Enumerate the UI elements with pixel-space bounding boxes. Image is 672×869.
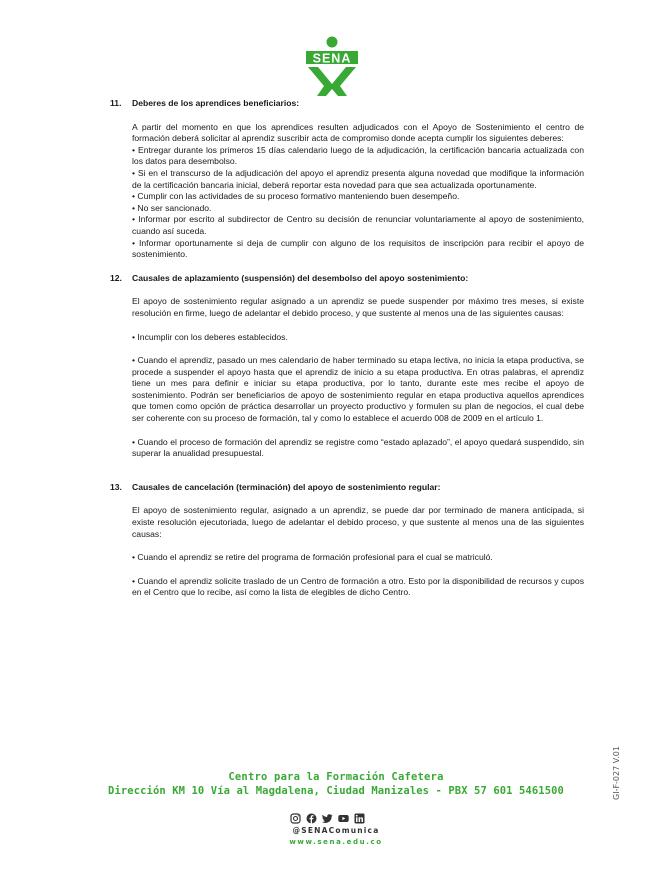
list-item: • Si en el transcurso de la adjudicación del apoyo el aprendiz presenta alguna novedad que modifique la información de la certificación bancaria inicial, deberá reportar esta novedad para que sea actualizada oportunamente. — [132, 167, 584, 190]
list-item: • Cuando el aprendiz solicite traslado de un Centro de formación a otro. Esto por la disponibilidad de recursos y cupos en el Centro que lo recibe, así como la lista de elegibles de dicho Centro. — [132, 575, 584, 598]
list-item: • Cuando el aprendiz, pasado un mes calendario de haber terminado su etapa lectiva, no inicia la etapa productiva, se procede a suspender el apoyo hasta que el aprendiz de inicio a su etapa productiva. En otras palabras, el aprendiz tiene un mes para definir e iniciar su etapa productiva, por lo tanto, durante este mes recibe el apoyo de sostenimiento. Podrán ser beneficiarios de apoyo de sostenimiento regular en etapa productiva aquellos aprendices que tomen como opción de práctica desarrollar un proyecto productivo y formulen su plan de negocios, el cual debe ser coherente con su proceso de formación, tal y como lo establece el acuerdo 008 de 2009 en el artículo 1. — [132, 355, 584, 424]
section-heading — [110, 98, 584, 110]
list-item: • Informar por escrito al subdirector de Centro su decisión de renunciar voluntariamente al apoyo de sostenimiento, cuando así suceda. — [132, 214, 584, 236]
footer-center-name: Centro para la Formación Cafetera — [228, 771, 444, 783]
section-heading — [110, 482, 584, 494]
document-body — [110, 98, 584, 599]
section-title: Causales de cancelación (terminación) del apoyo de sostenimiento regular: — [132, 481, 441, 492]
list-item: • Incumplir con los deberes establecidos. — [132, 331, 288, 342]
youtube-icon[interactable] — [338, 811, 349, 822]
sena-logo — [300, 34, 364, 98]
section-intro: El apoyo de sostenimiento regular, asignado a un aprendiz, se puede dar por terminado de manera anticipada, si existe resolución ejecutoriada, luego de adelantar el debido proceso, y que sustente al menos una de las siguientes causas: — [132, 505, 584, 539]
instagram-icon[interactable] — [290, 811, 301, 822]
facebook-icon[interactable] — [306, 811, 317, 822]
section-title: Deberes de los aprendices beneficiarios: — [132, 98, 300, 108]
footer-address: Dirección KM 10 Vía al Magdalena, Ciudad Manizales - PBX 57 601 5461500 — [108, 785, 564, 797]
social-icons — [290, 811, 365, 822]
section-intro: A partir del momento en que los aprendices resulten adjudicados con el Apoyo de Sostenimiento el centro de formación deberá solicitar al aprendiz suscribir acta de compromiso donde acepta cumplir los siguientes deberes: — [132, 121, 584, 144]
section-number: 11. — [110, 98, 122, 108]
list-item: • Cuando el proceso de formación del aprendiz se registre como “estado aplazado”, el apoyo quedará suspendido, sin superar la anualidad presupuestal. — [132, 436, 584, 459]
section-heading — [110, 273, 584, 285]
social-handle: @SENAComunica — [292, 826, 380, 835]
list-item: • Entregar durante los primeros 15 días calendario luego de la adjudicación, la certificación bancaria actualizada con los datos para desembolso. — [132, 144, 584, 167]
list-item: • Informar oportunamente si deja de cumplir con alguno de los requisitos de inscripción para recibir el apoyo de sostenimiento. — [132, 237, 584, 260]
document-code: GI-F-027 V.01 — [612, 746, 621, 800]
twitter-icon[interactable] — [322, 811, 333, 822]
list-item: • Cumplir con las actividades de su proceso formativo manteniendo buen desempeño. — [132, 191, 460, 202]
section-number: 12. — [110, 272, 122, 283]
list-item: • Cuando el aprendiz se retire del programa de formación profesional para el cual se matriculó. — [132, 552, 493, 563]
section-number: 13. — [110, 481, 122, 492]
list-item: • No ser sancionado. — [132, 202, 212, 213]
svg-text:SENA: SENA — [312, 51, 352, 66]
linkedin-icon[interactable] — [354, 811, 365, 822]
website-link[interactable]: www.sena.edu.co — [289, 838, 383, 846]
section-intro: El apoyo de sostenimiento regular asignado a un aprendiz se puede suspender por máximo tres meses, si existe resolución en firme, luego de adelantar el debido proceso, y que sustente al menos una de las siguientes causas: — [132, 296, 584, 318]
section-title: Causales de aplazamiento (suspensión) del desembolso del apoyo sostenimiento: — [132, 272, 469, 283]
